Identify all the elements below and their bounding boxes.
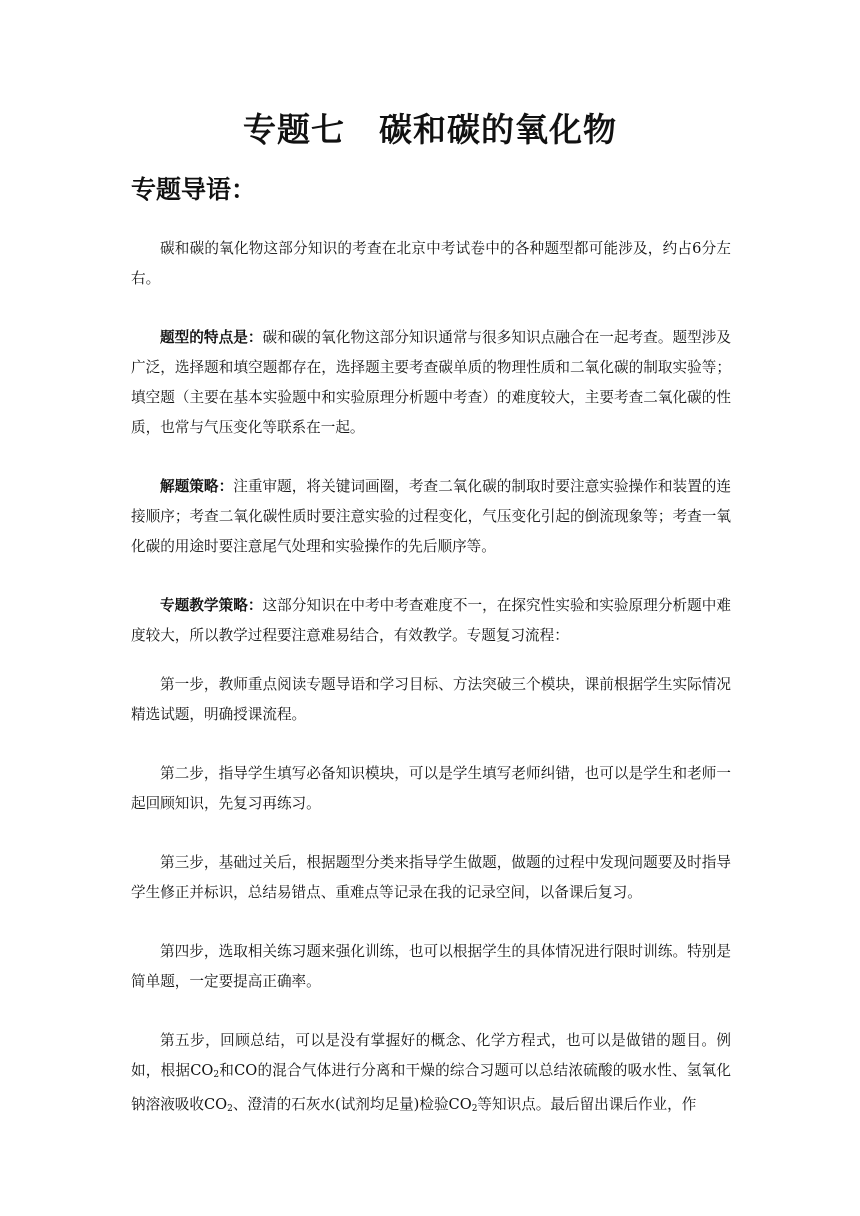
paragraph-step-3-text: 第三步，基础过关后，根据题型分类来指导学生做题，做题的过程中发现问题要及时指导学生修正并标识，总结易错点、重难点等记录在我的记录空间，以备课后复习。 (131, 854, 731, 901)
paragraph-solving-strategy-text: 注重审题，将关键词画圈，考查二氧化碳的制取时要注意实验操作和装置的连接顺序；考查二氧化碳性质时要注意实验的过程变化，气压变化引起的倒流现象等；考查一氧化碳的用途时要注意尾气处理和实验操作的先后顺序等。 (131, 478, 731, 555)
paragraph-solving-strategy (131, 472, 731, 562)
paragraph-step-1-text: 第一步，教师重点阅读专题导语和学习目标、方法突破三个模块，课前根据学生实际情况精选试题，明确授课流程。 (131, 676, 731, 723)
subscript-2: 2 (213, 1070, 220, 1080)
paragraph-step-2-text: 第二步，指导学生填写必备知识模块，可以是学生填写老师纠错，也可以是学生和老师一起回顾知识，先复习再练习。 (131, 765, 731, 812)
subscript-2: 2 (227, 1104, 233, 1114)
paragraph-solving-strategy-label: 解题策略： (160, 478, 234, 495)
document-body (131, 234, 731, 1124)
paragraph-step-5-text-c: 、澄清的石灰水(试剂均足量)检验CO (232, 1096, 472, 1113)
paragraph-step-4-text: 第四步，选取相关练习题来强化训练，也可以根据学生的具体情况进行限时训练。特别是简单题，一定要提高正确率。 (131, 943, 731, 990)
paragraph-question-types-label: 题型的特点是： (160, 329, 263, 346)
paragraph-question-types (131, 323, 731, 443)
paragraph-step-2 (131, 759, 731, 819)
paragraph-question-types-text: 碳和碳的氧化物这部分知识通常与很多知识点融合在一起考查。题型涉及广泛，选择题和填空题都存在，选择题主要考查碳单质的物理性质和二氧化碳的制取实验等；填空题（主要在基本实验题中和实验原理分析题中考查）的难度较大，主要考查二氧化碳的性质，也常与气压变化等联系在一起。 (131, 329, 731, 436)
paragraph-intro-text: 碳和碳的氧化物这部分知识的考查在北京中考试卷中的各种题型都可能涉及，约占6分左右。 (131, 240, 731, 287)
paragraph-step-5-text-d: 等知识点。最后留出课后作业，作 (477, 1096, 697, 1113)
subscript-2: 2 (471, 1104, 478, 1114)
paragraph-step-5-text-a: 第五步，回顾总结，可以是没有掌握好的概念、化学方程式，也可以是做错的题目。例如，根据CO (131, 1032, 731, 1079)
page-title: 专题七 碳和碳的氧化物 (243, 110, 617, 149)
section-heading: 专题导语： (131, 175, 257, 204)
paragraph-step-4 (131, 937, 731, 997)
paragraph-intro (131, 234, 731, 294)
paragraph-step-1 (131, 670, 731, 730)
paragraph-step-3 (131, 848, 731, 908)
paragraph-teaching-strategy (131, 591, 731, 651)
paragraph-teaching-strategy-text: 这部分知识在中考中考查难度不一，在探究性实验和实验原理分析题中难度较大，所以教学过程要注意难易结合，有效教学。专题复习流程： (131, 597, 731, 644)
paragraph-step-5-text-b: 和CO的混合气体进行分离和干燥的综合习题可以总结浓硫酸的吸水性、氢氧化钠溶液吸收CO (131, 1062, 731, 1113)
paragraph-teaching-strategy-label: 专题教学策略： (160, 597, 263, 614)
paragraph-step-5 (131, 1026, 731, 1124)
